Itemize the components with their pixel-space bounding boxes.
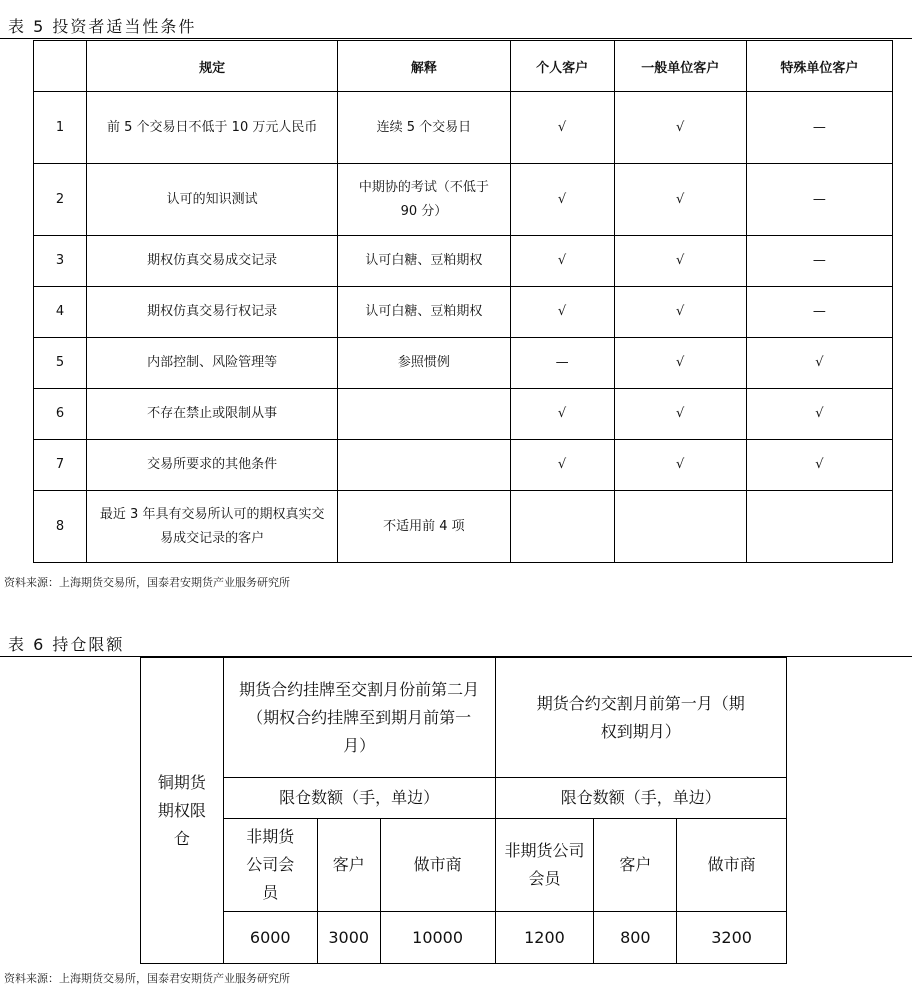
- row-index: 6: [34, 389, 87, 440]
- special-unit-cell: —: [746, 236, 892, 287]
- row-index: 1: [34, 92, 87, 164]
- rule-text: 内部控制、风险管理等: [147, 355, 278, 370]
- table-row: [34, 440, 893, 491]
- general-unit-cell: √: [614, 236, 746, 287]
- row-index: 2: [34, 164, 87, 236]
- individual-cell: [510, 491, 614, 563]
- explanation-text: 不适用前 4 项: [383, 518, 465, 534]
- individual-cell: √: [510, 389, 614, 440]
- table5-top-rule: [0, 38, 912, 39]
- limit2-header: 限仓数额（手，单边）: [495, 778, 786, 819]
- individual-cell: √: [510, 164, 614, 236]
- explanation-cell: [338, 236, 510, 287]
- row-index: 5: [34, 338, 87, 389]
- table-row: [34, 287, 893, 338]
- general-unit-cell: √: [614, 338, 746, 389]
- individual-cell: √: [510, 440, 614, 491]
- special-unit-cell: √: [746, 389, 892, 440]
- rule-text: 期权仿真交易成交记录: [147, 253, 278, 268]
- rule-cell: [87, 440, 338, 491]
- explanation-text: 认可白糖、豆粕期权: [365, 253, 483, 268]
- row-index: 8: [34, 491, 87, 563]
- individual-cell: √: [510, 236, 614, 287]
- explanation-cell: [338, 287, 510, 338]
- general-unit-cell: √: [614, 389, 746, 440]
- explanation-cell: [338, 389, 510, 440]
- special-unit-cell: —: [746, 287, 892, 338]
- rule-cell: [87, 164, 338, 236]
- value-cell: 6000: [223, 912, 317, 964]
- header-index: [34, 41, 87, 92]
- general-unit-cell: √: [614, 440, 746, 491]
- table6-source: 资料来源：上海期货交易所，国泰君安期货产业服务研究所: [4, 972, 290, 985]
- value-cell: 3200: [677, 912, 787, 964]
- special-unit-cell: —: [746, 164, 892, 236]
- explanation-cell: [338, 440, 510, 491]
- table-header-row: [34, 41, 893, 92]
- period1-header: [223, 658, 495, 778]
- sub-header-market-maker-2: 做市商: [677, 819, 787, 912]
- table6-caption: 表 6 持仓限额: [8, 635, 125, 654]
- explanation-text: 参照惯例: [397, 355, 450, 370]
- header-general-unit: 一般单位客户: [614, 41, 746, 92]
- sub-header-market-maker-1: 做市商: [380, 819, 495, 912]
- sub-header-client-1: 客户: [317, 819, 380, 912]
- general-unit-cell: √: [614, 287, 746, 338]
- sub-header-client-2: 客户: [594, 819, 677, 912]
- explanation-text: 中期协的考试（不低于 90 分）: [358, 179, 489, 219]
- header-special-unit: 特殊单位客户: [746, 41, 892, 92]
- row-label-text: 铜期货期权限仓: [157, 772, 206, 848]
- rule-cell: [87, 287, 338, 338]
- value-cell: 800: [594, 912, 677, 964]
- value-cell: 1200: [495, 912, 594, 964]
- period1-text: 期货合约挂牌至交割月份前第二月（期权合约挂牌至到期月前第一月）: [239, 679, 480, 755]
- sub-header-text: 非期货公司会员: [504, 841, 585, 888]
- rule-text: 认可的知识测试: [166, 191, 258, 207]
- sub-header-nonfutures-member-1: [223, 819, 317, 912]
- row-index: 4: [34, 287, 87, 338]
- general-unit-cell: √: [614, 164, 746, 236]
- special-unit-cell: √: [746, 338, 892, 389]
- header-explanation: 解释: [338, 41, 510, 92]
- rule-text: 前 5 个交易日不低于 10 万元人民币: [107, 119, 318, 135]
- table-row: [34, 164, 893, 236]
- sub-header-nonfutures-member-2: [495, 819, 594, 912]
- general-unit-cell: √: [614, 92, 746, 164]
- period2-header: [495, 658, 786, 778]
- explanation-cell: [338, 92, 510, 164]
- row-index: 7: [34, 440, 87, 491]
- individual-cell: —: [510, 338, 614, 389]
- table-row: [34, 491, 893, 563]
- rule-text: 不存在禁止或限制从事: [147, 406, 278, 421]
- explanation-cell: [338, 164, 510, 236]
- rule-text: 交易所要求的其他条件: [147, 457, 278, 472]
- rule-cell: [87, 389, 338, 440]
- table5-caption: 表 5 投资者适当性条件: [8, 17, 197, 36]
- table-row: [34, 338, 893, 389]
- explanation-text: 认可白糖、豆粕期权: [365, 304, 483, 319]
- rule-text: 期权仿真交易行权记录: [147, 304, 278, 319]
- explanation-text: 连续 5 个交易日: [376, 119, 472, 135]
- sub-header-text: 非期货公司会员: [246, 827, 295, 902]
- rule-cell: [87, 338, 338, 389]
- table-row: [34, 92, 893, 164]
- header-rule: 规定: [87, 41, 338, 92]
- explanation-cell: [338, 491, 510, 563]
- row-index: 3: [34, 236, 87, 287]
- header-individual: 个人客户: [510, 41, 614, 92]
- table5-source: 资料来源：上海期货交易所，国泰君安期货产业服务研究所: [4, 576, 290, 589]
- individual-cell: √: [510, 287, 614, 338]
- limit1-header: 限仓数额（手，单边）: [223, 778, 495, 819]
- investor-suitability-table: [33, 40, 893, 563]
- rule-cell: [87, 491, 338, 563]
- rule-text: 最近 3 年具有交易所认可的期权真实交易成交记录的客户: [99, 506, 325, 546]
- rule-cell: [87, 92, 338, 164]
- row-label-copper-option: [141, 658, 224, 964]
- table-row: [34, 236, 893, 287]
- rule-cell: [87, 236, 338, 287]
- value-cell: 10000: [380, 912, 495, 964]
- special-unit-cell: —: [746, 92, 892, 164]
- special-unit-cell: √: [746, 440, 892, 491]
- position-limit-table: [140, 657, 787, 964]
- individual-cell: √: [510, 92, 614, 164]
- general-unit-cell: [614, 491, 746, 563]
- value-cell: 3000: [317, 912, 380, 964]
- period2-text: 期货合约交割月前第一月（期权到期月）: [536, 693, 745, 741]
- special-unit-cell: [746, 491, 892, 563]
- explanation-cell: [338, 338, 510, 389]
- table-row: [34, 389, 893, 440]
